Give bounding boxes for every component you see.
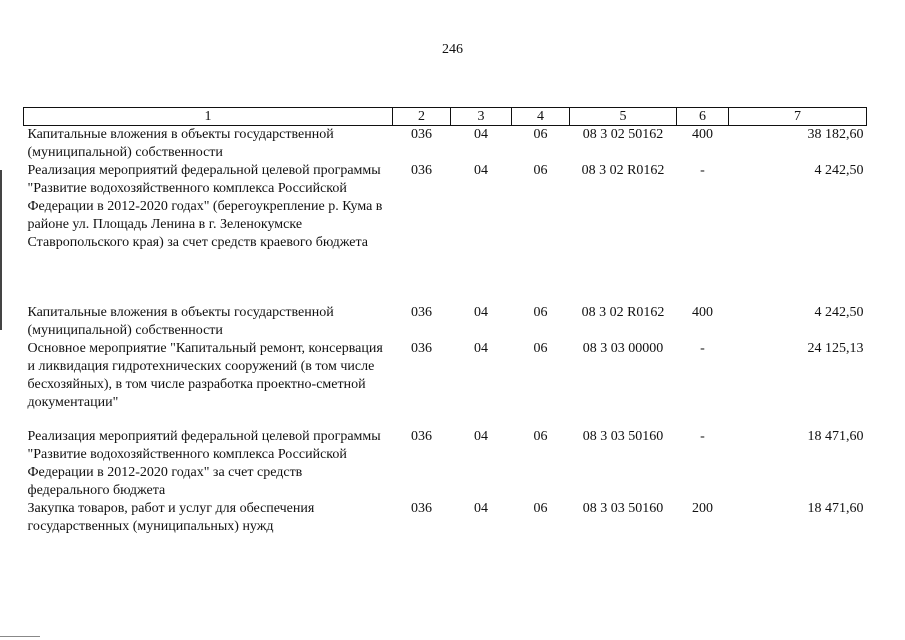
- column-header-4: 4: [512, 108, 570, 126]
- item-name: Основное мероприятие "Капитальный ремонт, консервация и ликвидация гидротехнических сооружений (в том числе бесхозяйных), в том числе разработка проектно-сметной документации": [27, 341, 383, 410]
- amount: 18 471,60: [807, 501, 864, 516]
- section-code: 04: [474, 305, 488, 320]
- ministry-code: 036: [411, 341, 432, 356]
- expense-type-code: -: [700, 163, 705, 178]
- table-row: [24, 340, 867, 428]
- column-header-3: 3: [451, 108, 512, 126]
- header-row: [24, 108, 867, 126]
- column-header-5: 5: [570, 108, 677, 126]
- section-code: 04: [474, 341, 488, 356]
- budget-table: [23, 107, 867, 536]
- item-name: Капитальные вложения в объекты государственной (муниципальной) собственности: [27, 305, 334, 338]
- item-name: Реализация мероприятий федеральной целевой программы "Развитие водохозяйственного комплекса Российской Федерации в 2012-2020 годах" (берегоукрепление р. Кума в районе ул. Площадь Ленина в г. Зеленокумске Ставропольского края) за счет средств краевого бюджета: [27, 163, 383, 250]
- ministry-code: 036: [411, 429, 432, 444]
- section-code: 04: [474, 501, 488, 516]
- subsection-code: 06: [533, 341, 548, 356]
- table-row: [24, 304, 867, 340]
- page-number: 246: [442, 42, 463, 57]
- expense-type-code: -: [700, 429, 705, 444]
- table-row: [24, 126, 867, 163]
- subsection-code: 06: [533, 163, 548, 178]
- ministry-code: 036: [411, 501, 432, 516]
- column-header-7: 7: [729, 108, 867, 126]
- item-name: Капитальные вложения в объекты государственной (муниципальной) собственности: [27, 127, 334, 160]
- target-article-code: 08 3 03 50160: [582, 429, 664, 444]
- table-header: [24, 108, 867, 126]
- table-body: [24, 126, 867, 537]
- subsection-code: 06: [533, 429, 548, 444]
- column-header-2: 2: [393, 108, 451, 126]
- amount: 4 242,50: [814, 163, 864, 178]
- ministry-code: 036: [411, 305, 432, 320]
- scan-margin-mark: [0, 170, 2, 330]
- section-code: 04: [474, 429, 488, 444]
- amount: 38 182,60: [807, 127, 864, 142]
- amount: 18 471,60: [807, 429, 864, 444]
- amount: 24 125,13: [807, 341, 864, 356]
- item-name: Закупка товаров, работ и услуг для обеспечения государственных (муниципальных) нужд: [27, 501, 315, 534]
- expense-type-code: -: [700, 341, 705, 356]
- target-article-code: 08 3 03 50160: [582, 501, 664, 516]
- column-header-1: 1: [24, 108, 393, 126]
- column-header-6: 6: [677, 108, 729, 126]
- expense-type-code: 400: [692, 127, 713, 142]
- section-code: 04: [474, 127, 488, 142]
- expense-type-code: 400: [692, 305, 713, 320]
- ministry-code: 036: [411, 163, 432, 178]
- target-article-code: 08 3 02 R0162: [581, 163, 665, 178]
- table-row: [24, 162, 867, 304]
- table-row: [24, 428, 867, 500]
- item-name: Реализация мероприятий федеральной целевой программы "Развитие водохозяйственного комплекса Российской Федерации в 2012-2020 годах" за счет средств федерального бюджета: [27, 429, 381, 498]
- target-article-code: 08 3 02 50162: [582, 127, 664, 142]
- section-code: 04: [474, 163, 488, 178]
- expense-type-code: 200: [692, 501, 713, 516]
- target-article-code: 08 3 03 00000: [582, 341, 664, 356]
- subsection-code: 06: [533, 127, 548, 142]
- amount: 4 242,50: [814, 305, 864, 320]
- scan-artifact-line: [0, 636, 40, 637]
- target-article-code: 08 3 02 R0162: [581, 305, 665, 320]
- subsection-code: 06: [533, 501, 548, 516]
- table-row: [24, 500, 867, 536]
- subsection-code: 06: [533, 305, 548, 320]
- ministry-code: 036: [411, 127, 432, 142]
